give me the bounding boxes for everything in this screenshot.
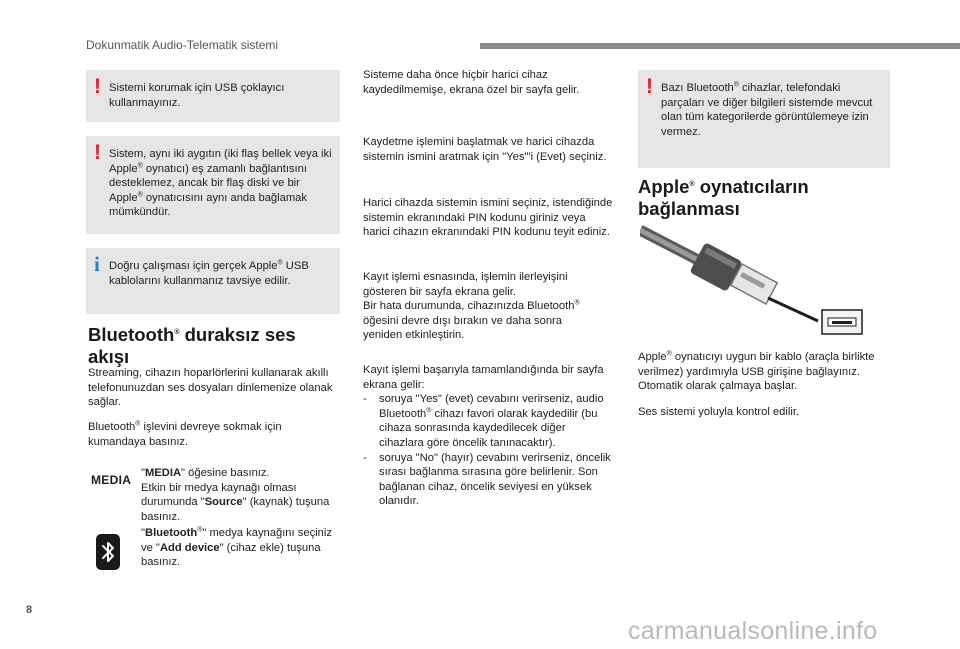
step-media: "MEDIA" öğesine basınız. Etkin bir medya kaynağı olması durumunda "Source" (kaynak) tuşuna basınız. [141,467,330,523]
warning-text: Bazı Bluetooth® cihazlar, telefondaki parçaları ve diğer bilgileri sistemde mevcut olan tüm kategorilerde görüntülemeye izin vermez. [661,81,873,138]
info-box-cables [86,248,340,314]
paragraph-connect-apple: Apple® oynatıcıyı uygun bir kablo (araçla birlikte verilmez) yardımıyla USB girişine bağlayınız. Otomatik olarak çalmaya başlar. [638,350,875,393]
paragraph-control: Ses sistemi yoluyla kontrol edilir. [638,406,800,418]
paragraph-start-pairing: Kaydetme işlemini başlatmak ve harici cihazda sistemin ismini aratmak için "Yes"'i (Evet) seçiniz. [363,136,607,163]
bluetooth-icon [96,534,120,570]
warning-box-usb-hub [86,70,340,122]
section-heading-apple: Apple® oynatıcıların bağlanması [638,176,809,219]
paragraph-activate: Bluetooth® işlevini devreye sokmak için kumandaya basınız. [88,420,282,448]
page-number: 8 [26,604,33,616]
warning-box-bluetooth-devices [638,70,890,168]
info-icon: i [94,252,100,276]
paragraph-pin: Harici cihazda sistemin ismini seçiniz, istendiğinde sistemin ekranındaki PIN kodunu giriniz veya harici cihazın ekranındaki PIN kodunu teyit ediniz. [363,197,613,239]
warning-icon: ! [94,75,101,98]
usb-cable-illustration [640,218,865,340]
watermark: carmanualsonline.info [628,617,878,645]
header-bar [480,43,960,49]
warning-text: Sistemi korumak için USB çoklayıcı kullanmayınız. [109,82,285,109]
paragraph-first-time: Sisteme daha önce hiçbir harici cihaz kaydedilmemişe, ekrana özel bir sayfa gelir. [363,69,580,96]
list-item-no: - soruya "No" (hayır) cevabını verirseniz, öncelik sırası bağlanma sırasına göre belirlenir. Son bağlanan cihaz, öncelik seviyesi en yüksek olanıdır. [363,451,611,508]
warning-box-devices [86,136,340,234]
list-item-yes: - soruya "Yes" (evet) cevabını verirseniz, audio Bluetooth® cihazı favori olarak kaydedilir (bu cihaza sonrasında kaydedilecek diğer cihazlara göre öncelik tanınacaktır). [363,393,604,449]
step-bluetooth: "Bluetooth®" medya kaynağını seçiniz ve "Add device" (cihaz ekle) tuşuna basınız. [141,526,332,569]
media-button-label: MEDIA [91,473,132,487]
info-text: Doğru çalışması için gerçek Apple® USB kablolarını kullanmanız tavsiye edilir. [109,259,309,287]
header-title: Dokunmatik Audio-Telematik sistemi [86,38,279,52]
paragraph-streaming: Streaming, cihazın hoparlörlerini kullanarak akıllı telefonunuzdan ses dosyaları dinlemenize olanak sağlar. [88,367,333,409]
warning-icon: ! [94,141,101,164]
paragraph-success: Kayıt işlemi başarıyla tamamlandığında bir sayfa ekrana gelir: - soruya "Yes" (evet) cevabını verirseniz, audio Bluetooth® cihazı favori olarak kaydedilir (bu cihaza sonrasında kaydedilecek diğer cihazlara göre öncelik tanınacaktır). - soruya "No" (hayır) cevabını verirseniz, öncelik sırası bağlanma sırasına göre belirlenir. Son bağlanan cihaz, öncelik seviyesi en yüksek olanıdır. [363,363,613,509]
section-heading-bluetooth: Bluetooth® duraksız ses akışı [88,324,296,367]
warning-icon: ! [646,75,653,98]
warning-text: Sistem, aynı iki aygıtın (iki flaş bellek veya iki Apple® oynatıcı) eş zamanlı bağlantısını desteklemez, ancak bir flaş diski ve bir Apple® oynatıcısını aynı anda bağlamak mümkündür. [109,148,332,219]
paragraph-progress: Kayıt işlemi esnasında, işlemin ilerleyişini gösteren bir sayfa ekrana gelir. Bir hata durumunda, cihazınızda Bluetooth® öğesini devre dışı bırakın ve daha sonra yeniden etkinleştirin. [363,271,580,342]
